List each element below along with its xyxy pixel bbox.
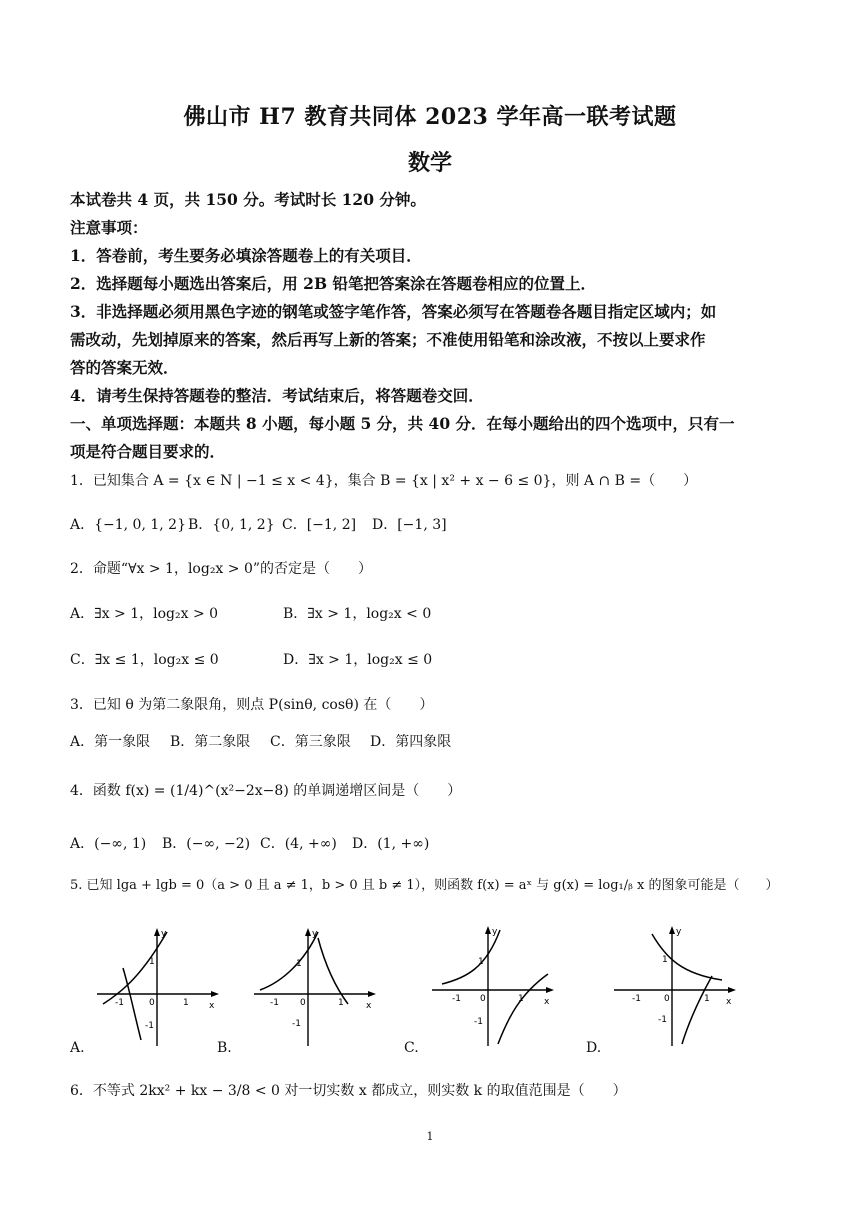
question-2-option-a: A．∃x > 1，log₂x > 0 [70,606,219,622]
exam-summary: 本试卷共 4 页，共 150 分。考试时长 120 分钟。 [70,190,426,209]
svg-text:x: x [366,1001,372,1011]
question-3-option-c: C．第三象限 [270,734,351,750]
exam-title: 佛山市 H7 教育共同体 2023 学年高一联考试题 [183,104,677,130]
question-3-option-a: A．第一象限 [70,734,151,750]
notice-line: 1．答卷前，考生要务必填涂答题卷上的有关项目． [70,246,422,265]
notice-title: 注意事项： [70,218,148,237]
question-4-option-a: A．(−∞, 1) [70,836,147,852]
svg-text:1: 1 [296,959,302,969]
svg-text:y: y [161,929,167,939]
question-1-option-a: A．{−1, 0, 1, 2} [70,517,186,533]
svg-text:x: x [544,997,550,1007]
notice-line: 答的答案无效． [70,358,179,377]
question-2-option-c: C．∃x ≤ 1，log₂x ≤ 0 [70,652,219,668]
section-heading: 一、单项选择题：本题共 8 小题，每小题 5 分，共 40 分．在每小题给出的四个选项中，只有一 [70,414,735,433]
graph-a [95,918,223,1050]
svg-text:-1: -1 [632,994,641,1004]
svg-text:-1: -1 [292,1019,301,1029]
svg-text:0: 0 [300,998,306,1008]
graph-b [252,918,380,1050]
svg-text:-1: -1 [270,998,279,1008]
notice-line: 4．请考生保持答题卷的整洁．考试结束后，将答题卷交回． [70,386,484,405]
question-5-stem: 5. 已知 lga + lgb = 0（a > 0 且 a ≠ 1，b > 0 且 b ≠ 1），则函数 f(x) = aˣ 与 g(x) = log₁/ᵦ x 的图象可能是（ ） [70,878,779,893]
question-2-option-b: B．∃x > 1，log₂x < 0 [283,606,432,622]
page-number: 1 [426,1130,434,1143]
question-3-option-b: B．第二象限 [170,734,251,750]
svg-text:1: 1 [338,998,344,1008]
svg-text:y: y [312,929,318,939]
svg-text:x: x [726,997,732,1007]
svg-text:1: 1 [149,957,155,967]
svg-text:1: 1 [518,994,524,1004]
notice-line: 需改动，先划掉原来的答案，然后再写上新的答案；不准使用铅笔和涂改液，不按以上要求作 [70,330,706,349]
question-2-stem: 2．命题“∀x > 1，log₂x > 0”的否定是（ ） [70,561,373,577]
graph-b-label: B. [217,1040,232,1056]
question-1-option-d: D．[−1, 3] [372,517,447,533]
question-1-option-c: C．[−1, 2] [282,517,357,533]
svg-text:0: 0 [149,998,155,1008]
question-1-option-b: B．{0, 1, 2} [188,517,275,533]
notice-line: 3．非选择题必须用黑色字迹的钢笔或签字笔作答，答案必须写在答题卷各题目指定区域内；如 [70,302,717,321]
question-4-stem: 4．函数 f(x) = (1/4)^(x²−2x−8) 的单调递增区间是（ ） [70,783,462,799]
svg-text:-1: -1 [474,1017,483,1027]
svg-text:-1: -1 [452,994,461,1004]
svg-text:x: x [209,1001,215,1011]
svg-text:1: 1 [704,994,710,1004]
question-4-option-d: D．(1, +∞) [352,836,430,852]
section-heading-cont: 项是符合题目要求的． [70,442,226,461]
graph-c [430,918,558,1050]
question-3-stem: 3．已知 θ 为第二象限角，则点 P(sinθ, cosθ) 在（ ） [70,697,434,713]
svg-text:0: 0 [664,994,670,1004]
question-1-stem: 1．已知集合 A = {x ∈ N | −1 ≤ x < 4}，集合 B = {x | x² + x − 6 ≤ 0}，则 A ∩ B =（ ） [70,473,698,489]
svg-text:y: y [492,927,498,937]
question-4-option-b: B．(−∞, −2) [162,836,251,852]
question-3-option-d: D．第四象限 [370,734,452,750]
svg-text:0: 0 [480,994,486,1004]
svg-text:-1: -1 [145,1021,154,1031]
svg-text:-1: -1 [115,998,124,1008]
svg-text:1: 1 [183,998,189,1008]
subject-title: 数学 [407,150,452,176]
svg-text:1: 1 [662,955,668,965]
question-2-option-d: D．∃x > 1，log₂x ≤ 0 [283,652,433,668]
svg-text:y: y [676,927,682,937]
graph-d-label: D. [586,1040,602,1056]
svg-text:1: 1 [478,957,484,967]
graph-a-label: A. [70,1040,85,1056]
svg-text:-1: -1 [658,1015,667,1025]
question-6-stem: 6．不等式 2kx² + kx − 3/8 < 0 对一切实数 x 都成立，则实数 k 的取值范围是（ ） [70,1083,627,1099]
question-4-option-c: C．(4, +∞) [260,836,337,852]
graph-c-label: C. [404,1040,419,1056]
notice-line: 2．选择题每小题选出答案后，用 2B 铅笔把答案涂在答题卷相应的位置上． [70,274,596,293]
graph-d [612,918,740,1050]
